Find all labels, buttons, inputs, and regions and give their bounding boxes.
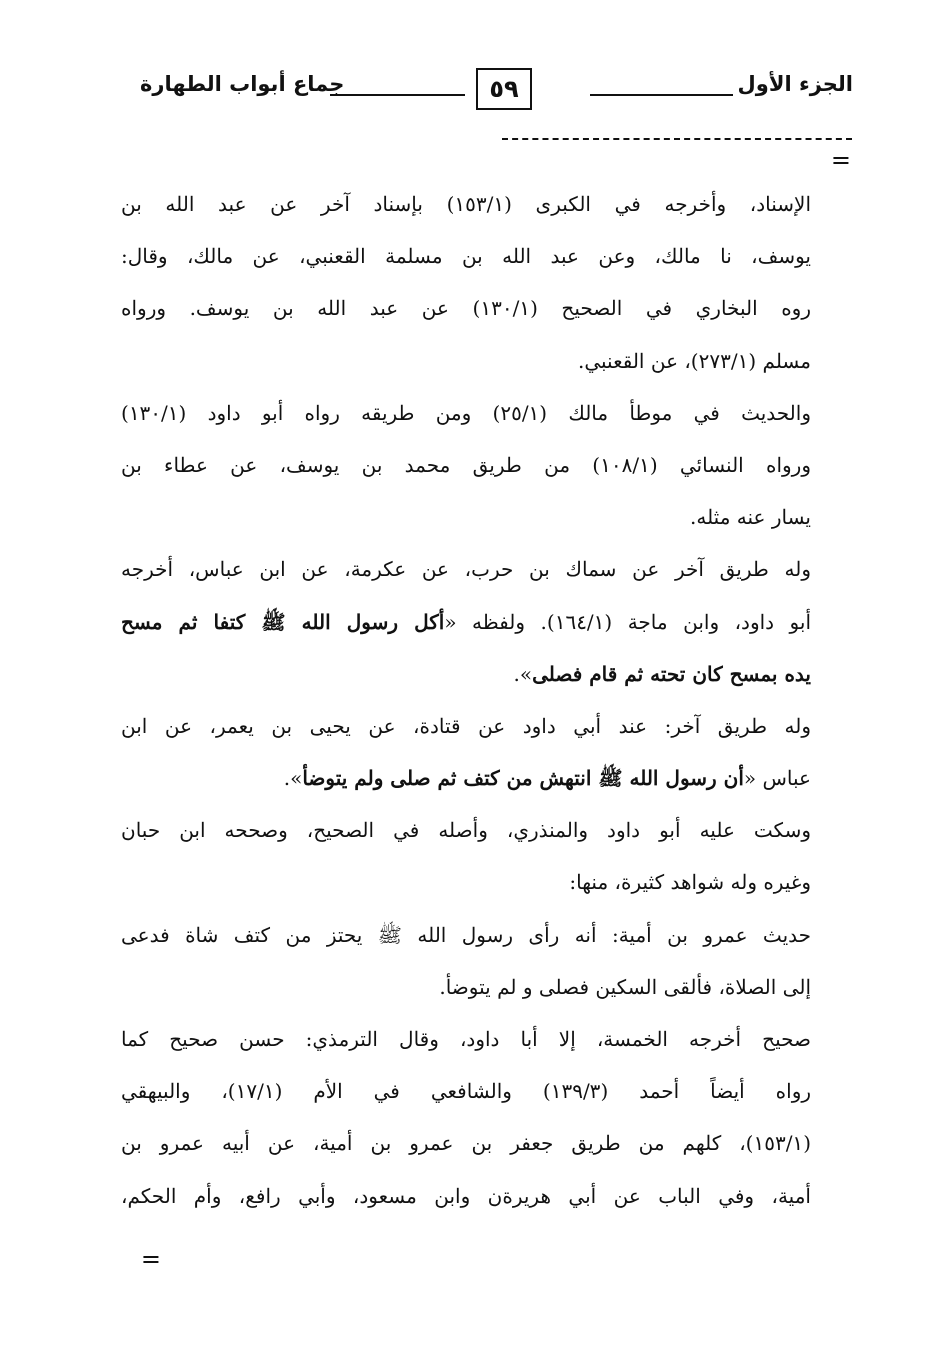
text-line: أمية، وفي الباب عن أبي هريرةن وابن مسعود، وأبي رافع، وأم الحكم،: [121, 1183, 811, 1208]
text-line: وله طريق آخر: عند أبي داود عن قتادة، عن يحيى بن يعمر، عن ابن: [121, 713, 811, 738]
text-line: ورواه النسائي (١٠٨/١) من طريق محمد بن يوسف، عن عطاء بن: [121, 452, 811, 477]
text-line: مسلم (٢٧٣/١)، عن القعنبي.: [577, 348, 811, 373]
footnote-separator: [502, 138, 852, 140]
hadith-quote: أن رسول الله ﷺ انتهش من كتف ثم صلى ولم يتوضأ: [302, 766, 744, 791]
text-line: (١٥٣/١)، كلهم من طريق جعفر بن عمرو بن أمية، عن أبيه عمرو بن: [121, 1131, 811, 1156]
text-line: صحيح أخرجه الخمسة، إلا أبا داود، وقال الترمذي: حسن صحيح كما: [121, 1027, 811, 1051]
text-line: يسار عنه مثله.: [689, 505, 811, 530]
continuation-mark-top: =: [830, 146, 851, 174]
text-line: وغيره وله شواهد كثيرة، منها:: [569, 870, 811, 895]
page-number-box: [476, 68, 532, 110]
text-line: وله طريق آخر عن سماك بن حرب، عن عكرمة، عن ابن عباس، أخرجه: [121, 557, 811, 582]
page-number: ٥٩: [489, 75, 519, 103]
text-line: رواه أيضاً أحمد (١٣٩/٣) والشافعي في الأم (١٧/١)، والبيهقي: [121, 1079, 811, 1104]
text-line: إلى الصلاة، فألقى السكين فصلى و لم يتوضأ.: [439, 974, 811, 999]
text-line: أبو داود، وابن ماجة (١٦٤/١). ولفظه «أكل رسول الله ﷺ كتفا ثم مسح: [121, 609, 811, 634]
volume-title: الجزء الأول: [737, 72, 853, 96]
continuation-mark-bottom: =: [140, 1245, 161, 1273]
text-line: روه البخاري في الصحيح (١٣٠/١) عن عبد الله بن يوسف. ورواه: [121, 296, 811, 321]
running-header: [140, 62, 853, 114]
header-rule-right: [590, 94, 733, 96]
text-line: يده بمسح كان تحته ثم قام فصلى».: [513, 661, 811, 686]
text-line: والحديث في موطأ مالك (٢٥/١) ومن طريقه رواه أبو داود (١٣٠/١): [121, 400, 811, 425]
text-line: عباس «أن رسول الله ﷺ انتهش من كتف ثم صلى ولم يتوضأ».: [283, 766, 811, 791]
text-line: الإسناد، وأخرجه في الكبرى (١٥٣/١) بإسناد آخر عن عبد الله بن: [121, 192, 811, 216]
text-line: يوسف، نا مالك، وعن عبد الله بن مسلمة القعنبي، عن مالك، وقال:: [121, 244, 811, 269]
header-rule-left: [330, 94, 465, 96]
hadith-quote: يده بمسح كان تحته ثم قام فصلى: [532, 661, 811, 686]
chapter-title: جماع أبواب الطهارة: [140, 72, 345, 96]
hadith-quote: أكل رسول الله ﷺ كتفا ثم مسح: [121, 609, 445, 634]
text-line: حديث عمرو بن أمية: أنه رأى رسول الله ﷺ يحتز من كتف شاة فدعى: [121, 922, 811, 947]
footnote-body: [121, 178, 811, 1222]
text-line: وسكت عليه أبو داود والمنذري، وأصله في الصحيح، وصححه ابن حبان: [121, 818, 811, 843]
